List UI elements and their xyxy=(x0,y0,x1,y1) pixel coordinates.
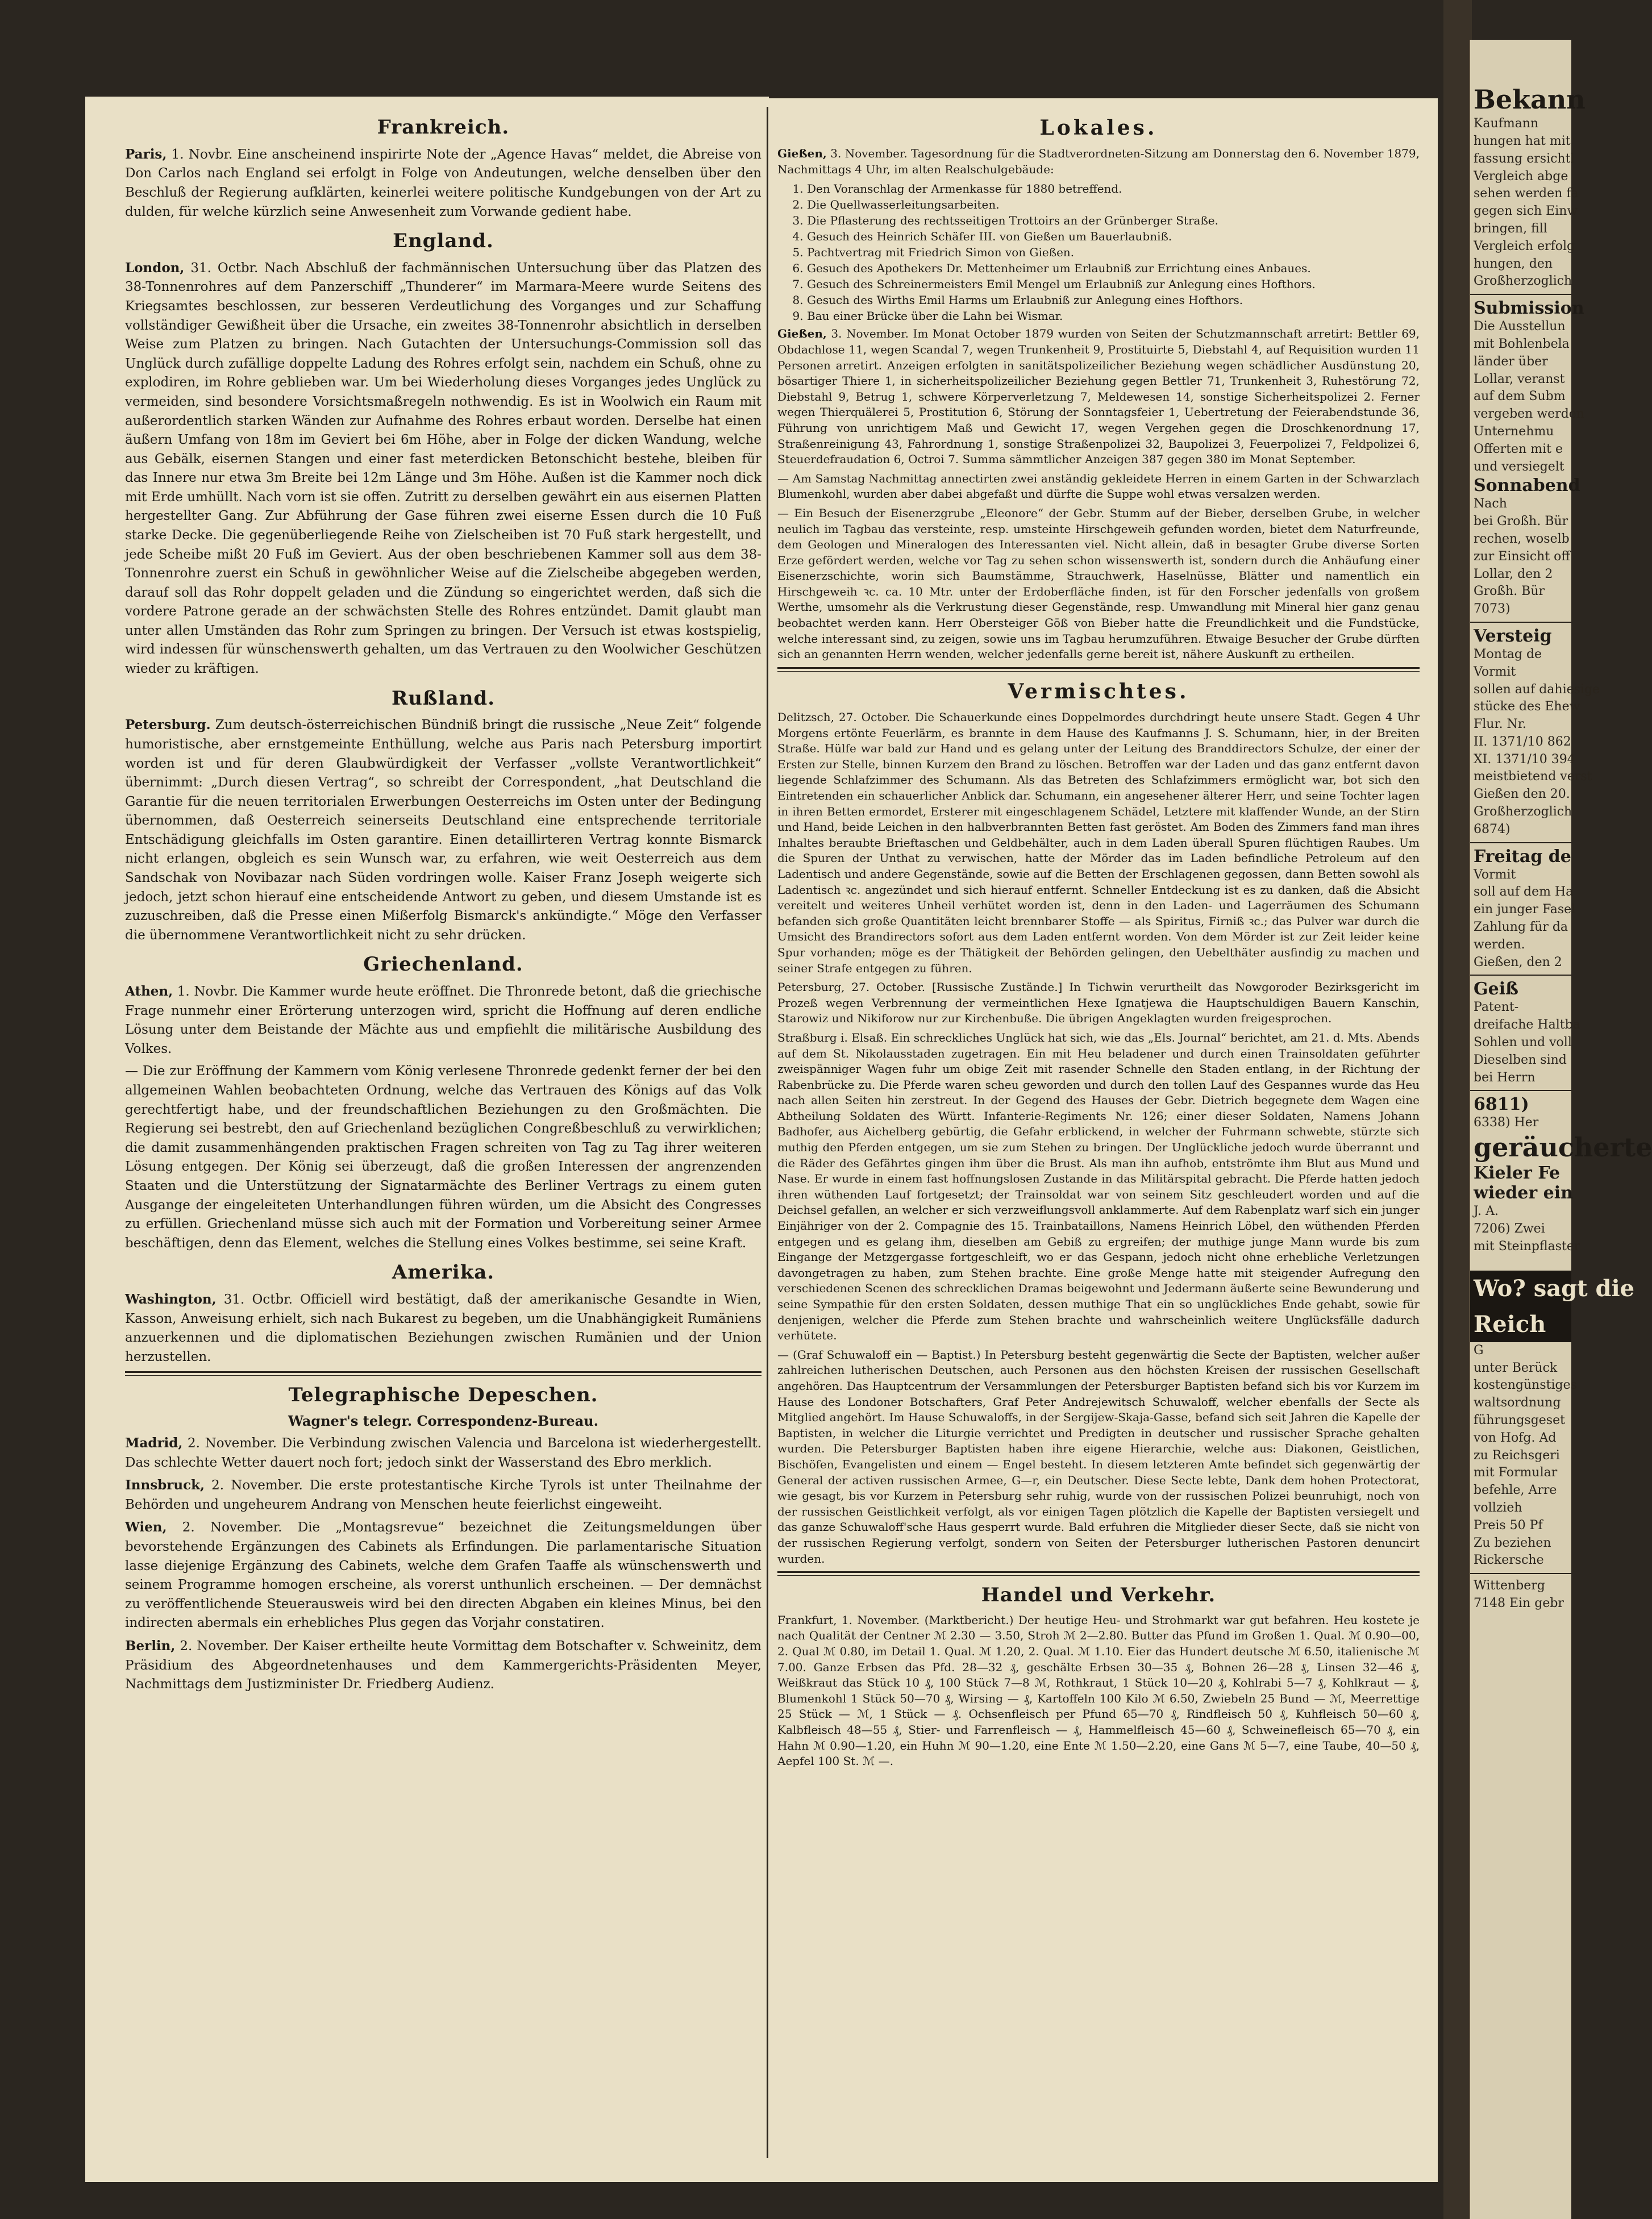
ad-heading: Freitag de xyxy=(1474,846,1571,867)
heading-russland: Rußland. xyxy=(391,686,496,710)
article-text: 31. Octbr. Officiell wird bestätigt, daß der amerikanische Gesandte in Wien, Kasson, Anweisung erhielt, sich nach Bukarest zu begeben, um die Unabhängigkeit Rumäniens anzuerkennen und die diplomatischen Beziehungen zwischen Rumänien und der Union herzustellen. xyxy=(125,1292,761,1364)
ad-text: mit Steinpflaster xyxy=(1474,1239,1580,1254)
ad-text: ein junger Fasel xyxy=(1474,902,1576,917)
ad-text: hungen hat mit xyxy=(1474,134,1571,148)
ad-text: Lollar, veranst xyxy=(1474,372,1565,386)
ad-text: Sohlen und voll xyxy=(1474,1035,1572,1050)
ad-text: Die Ausstellun xyxy=(1474,319,1566,334)
agenda-item: 5. Pachtvertrag mit Friedrich Simon von Gießen. xyxy=(807,244,1420,260)
dateline: Paris, xyxy=(125,146,167,162)
top-rule xyxy=(769,97,1438,98)
article-schuwaloff: — (Graf Schuwaloff ein — Baptist.) In Petersburg besteht gegenwärtig die Secte der Baptisten, welcher außer zahlreichen lutherischen Deutschen, auch Personen aus den höchsten Kreisen der russischen Gesellschaft angehören. Das Hauptcentrum der Versammlungen der Petersburger Baptisten befand sich bis vor Kurzem im Hause des Londoner Botschafters, Graf Peter Andrejewitsch Schuwaloff, welcher ebenfalls der Secte als Mitglied angehört. Im Hause Schuwaloffs, in der Sergijew-Skaja-Gasse, befand sich seit Jahren die Kapelle der Baptisten, in welcher die Liturgie verrichtet und Predigten in deutscher und russischer Sprache gehalten wurden. Die Petersburger Baptisten haben ihre eigene Hierarchie, welche aus: Diakonen, Geistlichen, Bischöfen, Evangelisten und einem — Engel besteht. In diesem letzteren Amte befindet sich gegenwärtig der General der activen russischen Armee, G—r, ein Deutscher. Diese Secte lebte, Dank dem hohen Protectorat, wie gesagt, bis vor Kurzem in Petersburg sehr ruhig, wurde von der russischen Polizei beunruhigt, noch von der russischen Geistlichkeit verfolgt, als vor einigen Tagen plötzlich die Kapelle der Baptisten versiegelt und das ganze Schuwaloff'sche Haus gesperrt wurde. Bald erfuhren die Mitglieder dieser Secte, daß sie nicht von der russischen Regierung verfolgt, sondern von Seiten der Petersburger lutherischen Pastoren denuncirt wurden. xyxy=(777,1347,1420,1566)
ad-text: Wittenberg xyxy=(1474,1579,1545,1593)
heading-griechenland: Griechenland. xyxy=(363,953,523,976)
ad-heading: Versteig xyxy=(1474,626,1552,646)
heading-vermischtes: Vermischtes. xyxy=(1008,679,1189,703)
agenda-item: 2. Die Quellwasserleitungsarbeiten. xyxy=(807,197,1420,213)
ad-text: stücke des Ehew xyxy=(1474,700,1580,714)
column-divider xyxy=(767,107,768,2158)
ad-heading: 6811) xyxy=(1474,1094,1529,1115)
ad-text: dreifache Haltba xyxy=(1474,1018,1580,1033)
article-petersburg-zustaende: Petersburg, 27. October. [Russische Zustände.] In Tichwin verurtheilt das Nowgoroder Bezirksgericht im Prozeß wegen Verbrennung der vermeintlichen Hexe Ignatjewa die Hauptschuldigen Bauern Kanschin, Starowiz und Nikiforow nur zur Kirchenbuße. Die übrigen Angeklagten wurden freigesprochen. xyxy=(777,980,1420,1026)
ad-text: von Hofg. Ad xyxy=(1474,1430,1557,1445)
ad-text: sehen werden fa xyxy=(1474,186,1579,201)
ad-text: kostengünstiges xyxy=(1474,1378,1577,1393)
ad-text: Kaufmann xyxy=(1474,116,1539,131)
ad-text: Lollar, den 2 xyxy=(1474,567,1553,581)
ad-text: gegen sich Einw xyxy=(1474,204,1578,219)
ad-text: Sonnabend xyxy=(1474,476,1580,496)
ad-text: Zahlung für da xyxy=(1474,920,1568,935)
ad-text: werden. xyxy=(1474,937,1525,952)
section-rule xyxy=(125,1371,761,1376)
ad-text: Patent- xyxy=(1474,1000,1519,1015)
ad-text: vollzieh xyxy=(1474,1500,1522,1515)
article-text: 3. November. Tagesordnung für die Stadtverordneten-Sitzung am Donnerstag den 6. November 1879, Nachmittags 4 Uhr, im alten Realschulgebäude: xyxy=(777,147,1420,176)
ad-text: 7148 Ein gebr xyxy=(1474,1596,1564,1610)
ad-text: waltsordnung xyxy=(1474,1396,1561,1410)
ad-text: zur Einsicht off xyxy=(1474,549,1571,564)
ad-text: Großh. Bür xyxy=(1474,584,1545,599)
ad-text: Offerten mit e xyxy=(1474,442,1563,456)
dateline: Wien, xyxy=(125,1519,167,1535)
ad-text: bei Herrn xyxy=(1474,1070,1536,1085)
subheading-bureau: Wagner's telegr. Correspondenz-Bureau. xyxy=(288,1413,598,1430)
article-athen-thronrede: — Die zur Eröffnung der Kammern vom König verlesene Thronrede gedenkt ferner der bei den allgemeinen Wahlen beobachteten Ordnung, welche das Vertrauen des Königs auf das Volk gerechtfertigt habe, und der freundschaftlichen Beziehungen zu den Großmächten. Die Regierung sei bestrebt, den auf Griechenland bezüglichen Congreßbeschluß zu verwirklichen; die damit zusammenhängenden praktischen Fragen schreiten von Tag zu Tag ihrer weiteren Lösung entgegen. Der König sei überzeugt, daß die großen Interessen der angrenzenden Staaten und die Unterstützung der Signatarmächte des Berliner Vertrags zu einem guten Ausgange der eingeleiteten Unterhandlungen führen würden, um die Absicht des Congresses zu erfüllen. Griechenland müsse sich auch mit der Formation und Vorbereitung seiner Armee beschäftigen, denn das Element, welches die Stellung eines Volkes bestimme, sei seine Kraft. xyxy=(125,1064,761,1251)
article-text: Zum deutsch-österreichischen Bündniß bringt die russische „Neue Zeit“ folgende humoristische, aber ernstgemeinte Enthüllung, welche aus Paris nach Petersburg importirt worden ist und für deren Glaubwürdigkeit der Verfasser „vollste Verantwortlichkeit“ übernimmt: „Durch diesen Vertrag“, so schreibt der Correspondent, „hat Deutschland die Garantie für die neuen territorialen Erwerbungen Oesterreichs im Osten unter der Bedingung übernommen, daß Oesterreich seinerseits Deutschland eine entsprechende territoriale Entschädigung gleichfalls im Osten garantire. Einen detaillirteren Vertrag konnte Bismarck nicht erlangen, obgleich es sein Wunsch war, zu erfahren, wie weit Oesterreich aus dem Sandschak von Novibazar nach Süden vordringen wolle. Kaiser Franz Joseph weigerte sich jedoch, jetzt schon hierauf eine entscheidende Antwort zu geben, und diesem Umstande ist es zuzuschreiben, daß die Presse einen Mißerfolg Bismarck's ankündigte.“ Möge den Verfasser die übernommene Verantwortlichkeit nicht zu sehr drücken. xyxy=(125,718,761,943)
ad-text: Nach xyxy=(1474,497,1507,511)
ad-heading: Reich xyxy=(1470,1306,1571,1342)
dateline: Innsbruck, xyxy=(125,1477,205,1493)
dispatch-innsbruck xyxy=(125,1476,761,1514)
agenda-item: 8. Gesuch des Wirths Emil Harms um Erlaubniß zur Anlegung eines Hofthors. xyxy=(807,292,1420,308)
ad-text: 6874) xyxy=(1474,822,1510,836)
ad-text: fassung ersichtl xyxy=(1474,151,1575,166)
ad-text: XI. 1371/10 394 xyxy=(1474,752,1575,767)
ad-text: zu Reichsgeri xyxy=(1474,1448,1560,1463)
article-text: 2. November. Der Kaiser ertheilte heute Vormittag dem Botschafter v. Schweinitz, dem Präsidium des Abgeordnetenhauses und dem Kammergerichts-Präsidenten Meyer, Nachmittags dem Justizminister Dr. Friedberg Audienz. xyxy=(125,1638,761,1692)
heading-lokales: Lokales. xyxy=(1039,116,1158,140)
ad-text: soll auf dem Ha xyxy=(1474,885,1574,900)
ad-text: rechen, woselb xyxy=(1474,531,1570,546)
article-giessen-tagesordnung xyxy=(777,146,1420,177)
heading-frankreich: Frankreich. xyxy=(377,116,510,139)
ad-text: bei Großh. Bür xyxy=(1474,514,1568,529)
dispatch-madrid xyxy=(125,1434,761,1472)
ad-text: und versiegelt xyxy=(1474,459,1564,474)
agenda-list xyxy=(807,181,1420,324)
dateline: Gießen, xyxy=(777,327,827,341)
ad-heading: Geiß xyxy=(1474,979,1518,1000)
ad-text: meistbietend verst xyxy=(1474,769,1592,784)
ad-text: 7073) xyxy=(1474,602,1510,617)
agenda-item: 7. Gesuch des Schreinermeisters Emil Mengel um Erlaubniß zur Anlegung eines Hofthors. xyxy=(807,276,1420,292)
ad-text: II. 1371/10 862 xyxy=(1474,734,1571,749)
ad-text: vergeben werden xyxy=(1474,407,1584,422)
ad-text: bringen, fill xyxy=(1474,221,1547,236)
ad-text: wieder ein xyxy=(1474,1183,1573,1204)
ad-text: Gießen, den 2 xyxy=(1474,955,1562,969)
ad-text: Großherzoglich xyxy=(1474,805,1572,819)
ad-text: Unternehmu xyxy=(1474,424,1554,439)
article-petersburg xyxy=(125,715,761,945)
ad-text: 7206) Zwei xyxy=(1474,1222,1545,1237)
ad-text: Vormit xyxy=(1474,867,1516,882)
ad-text: mit Bohlenbela xyxy=(1474,336,1570,351)
ad-text: Flur. Nr. xyxy=(1474,717,1526,732)
article-text: 31. Octbr. Nach Abschluß der fachmännischen Untersuchung über das Platzen des 38-Tonnenrohres auf dem Panzerschiff „Thunderer“ im Marmara-Meere wurde Seitens des Kriegsamtes beschlossen, zur besseren Verdeutlichung des Vorganges und zur Schaffung vollständiger Gewißheit über die Ursache, ein zweites 38-Tonnenrohr absichtlich in derselben Weise zum Platzen zu bringen. Nach Gutachten der Untersuchungs-Commission soll das Unglück durch zufällige doppelte Ladung des Rohres erfolgt sein, nachdem ein Schuß, ohne zu explodiren, im Rohre geblieben war. Um bei Wiederholung dieses Vorganges jedes Unglück zu vermeiden, sind besondere Vorsichtsmaßregeln nothwendig. Es ist in Woolwich ein Raum mit außerordentlich starken Wänden zur Aufnahme des Rohres erbaut worden. Derselbe hat einen äußern Umfang von 18m im Geviert bei 6m Höhe, aber in Folge der dicken Wandung, welche aus Gebälk, eisernen Stangen und einer fast meterdicken Betonschicht bestehe, bleiben für das Innere nur etwa 3m Breite bei 12m Länge und 3m Höhe. Außen ist die Kammer noch dick mit Erde umhüllt. Nach vorn ist sie offen. Zutritt zu derselben gewährt ein aus eisernen Platten hergestellter Gang. Zur Abführung der Gase führen zwei eiserne Essen durch die 10 Fuß starke Decke. Die gegenüberliegende Reihe von Zielscheiben ist 70 Fuß stark hergestellt, und jede Scheibe mißt 20 Fuß im Geviert. Aus der oben beschriebenen Kammer soll aus dem 38-Tonnenrohre zuerst ein Schuß in gewöhnlicher Weise auf die Zielscheibe abgegeben werden, darauf soll das Rohr doppelt geladen und die Zündung so eingerichtet werden, daß sich die vordere Patrone gerade an der schwächsten Stelle des Rohres entzündet. Damit glaubt man unter allen Umständen das Rohr zum Springen zu bringen. Der Versuch ist etwas kostspielig, wird indessen für wünschenswerth gehalten, um das Vertrauen zu den Woolwicher Geschützen wieder zu kräftigen. xyxy=(125,260,761,677)
adjacent-page-edge xyxy=(1469,40,1652,2219)
article-strassburg: Straßburg i. Elsaß. Ein schreckliches Unglück hat sich, wie das „Els. Journal“ berichtet, am 21. d. Mts. Abends auf dem St. Nikolausstaden zugetragen. Ein mit Heu beladener und durch einen Trainsoldaten geführter zweispänniger Wagen fuhr um obige Zeit mit rasender Schnelle den Staden entlang, in der Richtung der Rabenbrücke zu. Die Pferde waren scheu geworden und durch den tollen Lauf des Gespannes wurde das Heu nach allen Seiten hin zerstreut. In der Gegend des Hauses der Gebr. Dietrich begegnete dem Wagen eine Abtheilung Soldaten des Württ. Infanterie-Regiments Nr. 126; einer dieser Soldaten, Namens Johann Badhofer, aus Aichelberg gebürtig, die Gefahr erblickend, in welcher der Fuhrmann schwebte, stürzte sich muthig den Pferden entgegen, um sie zum Stehen zu bringen. Der Unglückliche jedoch wurde überrannt und die Räder des Gefährtes gingen ihm über die Brust. Als man ihn aufhob, entströmte ihm Blut aus Mund und Nase. Er wurde in einem fast hoffnungslosen Zustande in das Militärspital gebracht. Die Pferde hatten jedoch ihren wüthenden Lauf fortgesetzt; der Trainsoldat war von seinem Sitz geschleudert worden und auf die Deichsel gefallen, an welcher er sich verzweiflungsvoll anklammerte. Auf dem Rabenplatz warf sich ein junger Einjähriger von der 2. Compagnie des 15. Trainbataillons, Namens Heinrich Löbel, den wüthenden Pferden entgegen und es gelang ihm, dieselben am Gebiß zu ergreifen; der muthige junge Mann wurde bis zum Eingange der Metzgergasse fortgeschleift, wo er das Gespann, jedoch nicht ohne erhebliche Verletzungen davongetragen zu haben, zum Stehen brachte. Eine große Menge hatte mit steigender Aufregung den verschiedenen Scenen des schrecklichen Dramas beigewohnt und Jedermann äußerte seine Bewunderung und seine Sympathie für den ersten Soldaten, dessen muthige That ein so unglückliches Ende gehabt, sowie für denjenigen, welcher die Pferde zum Stehen brachte und wahrscheinlich weitere Unglücksfälle dadurch verhütete. xyxy=(777,1030,1420,1343)
ad-heading: Bekann xyxy=(1474,84,1586,115)
dateline: Berlin, xyxy=(125,1638,176,1654)
heading-england: England. xyxy=(393,230,494,253)
dateline: Madrid, xyxy=(125,1435,183,1451)
ad-text: auf dem Subm xyxy=(1474,389,1566,404)
agenda-item: 6. Gesuch des Apothekers Dr. Mettenheimer um Erlaubniß zur Errichtung eines Anbaues. xyxy=(807,260,1420,276)
article-delitzsch: Delitzsch, 27. October. Die Schauerkunde eines Doppelmordes durchdringt heute unsere Stadt. Gegen 4 Uhr Morgens ertönte Feuerlärm, es brannte in dem Hause des Kaufmanns J. S. Schumann, hier, in der Breiten Straße. Hülfe war bald zur Hand und es gelang unter der Leitung des Branddirectors Schulze, der einer der Ersten zur Stelle, binnen Kurzem den Brand zu löschen. Betroffen war der Laden und das ganz entfernt davon liegende Schlafzimmer des Schumann. Als das Betreten des Schlafzimmers ermöglicht war, bot sich den Eintretenden ein schauerlicher Anblick dar. Schumann, ein angesehener älterer Herr, und seine Tochter lagen in ihren Betten ermordet, Ersterer mit eingeschlagenem Schädel, Letztere mit klaffender Wunde, an der Stirn und Hand, beide Leichen in den halbverbrannten Betten fast geröstet. Am Boden des Zimmers fand man ihres Inhaltes beraubte Brieftaschen und Geldbehälter, auch in dem Laden überall Spuren flüchtigen Raubes. Um die Spuren der Unthat zu verwischen, hatte der Mörder das im Laden befindliche Petroleum auf den Ladentisch und andere Gegenstände, sowie auf die Betten der Erschlagenen gegossen, dann Betten sowohl als Ladentisch ꝛc. angezündet und sich hierauf entfernt. Schneller Entdeckung ist es zu danken, daß die Absicht vereitelt und weiteres Unheil verhütet worden ist, denn in den Laden- und Lagerräumen des Schumann befanden sich große Quantitäten leicht brennbarer Stoffe — als Spiritus, Firniß ꝛc.; das Pulver war durch die Umsicht des Brandirectors sofort aus dem Laden entfernt worden. Von dem Mörder ist zur Zeit leider keine Spur vorhanden; möge es der Thätigkeit der Behörden gelingen, den Uebelthäter ausfindig zu machen und seiner Strafe entgegen zu führen. xyxy=(777,710,1420,975)
ad-text: Rickersche xyxy=(1474,1553,1544,1568)
ad-text: sollen auf dahiesige xyxy=(1474,682,1600,697)
dateline: Gießen, xyxy=(777,147,827,161)
ad-text: unter Berück xyxy=(1474,1360,1558,1375)
article-giessen-polizei xyxy=(777,326,1420,467)
article-text: 2. November. Die „Montagsrevue“ bezeichnet die Zeitungsmeldungen über bevorstehende Ergänzungen des Cabinets als Erfindungen. Die parlamentarische Situation lasse diejenige Ergänzung des Cabinets, welche dem Grafen Taaffe als wünschenswerth und seinem Programme homogen erscheine, als vorerst unthunlich erscheinen. — Der demnächst zu veröffentlichende Steuerausweis wird bei den directen Abgaben ein kleines Minus, bei den indirecten abermals ein erhebliches Plus gegen das Vorjahr constatiren. xyxy=(125,1520,761,1631)
dispatch-wien xyxy=(125,1518,761,1633)
article-text: 2. November. Die erste protestantische Kirche Tyrols ist unter Theilnahme der Behörden und ungeheurem Andrang von Menschen heute feierlichst eingeweiht. xyxy=(125,1478,761,1512)
agenda-item: 9. Bau einer Brücke über die Lahn bei Wismar. xyxy=(807,308,1420,324)
ad-text: Vergleich abge xyxy=(1474,169,1568,184)
dateline: Athen, xyxy=(125,984,173,1000)
ad-heading: Wo? sagt die xyxy=(1470,1271,1571,1306)
ad-text: Montag de xyxy=(1474,647,1542,661)
heading-amerika: Amerika. xyxy=(392,1261,495,1284)
article-paris xyxy=(125,145,761,222)
ad-text: 6338) Her xyxy=(1474,1115,1539,1130)
ad-heading: Submission xyxy=(1474,298,1584,319)
agenda-item: 1. Den Voranschlag der Armenkasse für 1880 betreffend. xyxy=(807,181,1420,197)
agenda-item: 4. Gesuch des Heinrich Schäfer III. von Gießen um Bauerlaubniß. xyxy=(807,228,1420,244)
ad-text: Großherzoglich xyxy=(1474,274,1572,289)
ad-text: Vormit xyxy=(1474,664,1516,679)
right-column xyxy=(777,108,1420,2154)
ad-heading: geräucherte xyxy=(1474,1132,1652,1163)
article-eisenerzgrube: — Ein Besuch der Eisenerzgrube „Eleonore“ der Gebr. Stumm auf der Bieber, derselben Grube, in welcher neulich im Tagbau das versteinte, resp. umsteinte Hirschgeweih gefunden worden, bietet dem Naturfreunde, dem Geologen und Mineralogen des Interessanten viel. Nicht allein, daß in besagter Grube diverse Sorten Erze gefördert werden, welche vor Tag zu sehen schon wissenswerth ist, sondern durch die Anhäufung einer Eisenerzschichte, worin sich Baumstämme, Strauchwerk, Haselnüsse, Blätter und namentlich ein Hirschgeweih ꝛc. ca. 10 Mtr. unter der Erdoberfläche finden, ist für den Forscher jedenfalls von großem Werthe, umsomehr als die Verkrustung dieser Gegenstände, resp. Umwandlung mit Mineral hier ganz genau beobachtet werden kann. Herr Obersteiger Gōß von Bieber hatte die Freundlichkeit und die Fundstücke, welche interessant sind, zu zeigen, sowie uns im Tagbau herumzuführen. Etwaige Besucher der Grube dürften sich an genannten Herrn wenden, welcher jedenfalls gerne bereit ist, nähere Auskunft zu ertheilen. xyxy=(777,506,1420,661)
section-rule xyxy=(777,667,1420,672)
heading-handel-verkehr: Handel und Verkehr. xyxy=(981,1584,1216,1607)
article-samstag: — Am Samstag Nachmittag annectirten zwei anständig gekleidete Herren in einem Garten in der Schwarzlach Blumenkohl, wurden aber dabei abgefaßt und dürfte die Suppe wohl etwas versalzen werden. xyxy=(777,471,1420,501)
newspaper-page xyxy=(85,97,1438,2182)
article-athen xyxy=(125,982,761,1059)
dateline: Petersburg. xyxy=(125,717,211,733)
ad-text: Kieler Fe xyxy=(1474,1163,1561,1184)
dateline: Washington, xyxy=(125,1292,217,1308)
ad-text: Preis 50 Pf xyxy=(1474,1518,1543,1533)
ad-text: Vergleich erfolg xyxy=(1474,239,1575,253)
article-text: 2. November. Die Verbindung zwischen Valencia und Barcelona ist wiederhergestellt. Das schlechte Wetter dauert noch fort; jedoch sinkt der Wasserstand des Ebro merklich. xyxy=(125,1436,761,1470)
article-washington xyxy=(125,1290,761,1367)
article-text: 1. Novbr. Eine anscheinend inspirirte Note der „Agence Havas“ meldet, die Abreise von Don Carlos nach England sei erfolgt in Folge von Andeutungen, welche denselben über den Beschluß der Regierung aufklärten, keinerlei weitere politische Kundgebungen von der Art zu dulden, für welche kürzlich seine Anwesenheit zum Vorwande gedient habe. xyxy=(125,147,761,219)
heading-telegraphische-depeschen: Telegraphische Depeschen. xyxy=(288,1384,598,1407)
left-column xyxy=(125,108,761,2154)
ad-text: länder über xyxy=(1474,354,1548,369)
ad-text: mit Formular xyxy=(1474,1466,1558,1480)
ad-text: G xyxy=(1474,1343,1484,1358)
ad-text: J. A. xyxy=(1474,1204,1499,1219)
section-rule xyxy=(777,1571,1420,1576)
article-frankfurt-markt: Frankfurt, 1. November. (Marktbericht.) Der heutige Heu- und Strohmarkt war gut befahren. Heu kostete je nach Qualität der Centner ℳ 2.30 — 3.50, Stroh ℳ 2—2.80. Butter das Pfund im Großen 1. Qual. ℳ 0.90—00, 2. Qual ℳ 0.80, im Detail 1. Qual. ℳ 1.20, 2. Qual. ℳ 1.10. Eier das Hundert deutsche ℳ 6.50, italienische ℳ 7.00. Ganze Erbsen das Pfd. 28—32 ₰, geschälte Erbsen 30—35 ₰, Bohnen 26—28 ₰, Linsen 32—46 ₰, Weißkraut das Stück 10 ₰, 100 Stück 7—8 ℳ, Rothkraut, 1 Stück 10—20 ₰, Kohlrabi 5—7 ₰, Kohlkraut — ₰, Blumenkohl 1 Stück 50—70 ₰, Wirsing — ₰, Kartoffeln 100 Kilo ℳ 6.50, Zwiebeln 25 Bund — ℳ, Meerrettige 25 Stück — ℳ, 1 Stück — ₰. Ochsenfleisch per Pfund 65—70 ₰, Rindfleisch 50 ₰, Kuhfleisch 50—60 ₰, Kalbfleisch 48—55 ₰, Stier- und Farrenfleisch — ₰, Hammelfleisch 45—60 ₰, Schweinefleisch 65—70 ₰, ein Hahn ℳ 0.90—1.20, ein Huhn ℳ 90—1.20, eine Ente ℳ 1.50—2.20, eine Gans ℳ 5—7, eine Taube, 40—50 ₰, Aepfel 100 St. ℳ —. xyxy=(777,1613,1420,1768)
ad-text: hungen, den xyxy=(1474,256,1553,271)
ad-text: Gießen den 20. xyxy=(1474,787,1570,802)
article-text: 1. Novbr. Die Kammer wurde heute eröffnet. Die Thronrede betont, daß die griechische Frage nunmehr einer Erörterung unterzogen wird, spricht die Hoffnung auf deren endliche Lösung unter dem Beistande der Mächte aus und empfiehlt die militärische Ausbildung des Volkes. xyxy=(125,984,761,1056)
article-london xyxy=(125,259,761,679)
agenda-item: 3. Die Pflasterung des rechtsseitigen Trottoirs an der Grünberger Straße. xyxy=(807,213,1420,228)
dateline: London, xyxy=(125,260,185,276)
article-text: 3. November. Im Monat October 1879 wurden von Seiten der Schutzmannschaft arretirt: Bettler 69, Obdachlose 11, wegen Scandal 7, wegen Trunkenheit 9, Prostituirte 5, Diebstahl 4, auf Requisition wurden 11 Personen arretirt. Anzeigen erfolgten in sanitätspolizeilicher Beziehung wegen schädlicher Ausdünstung 20, bösartiger Thiere 1, in sicherheitspolizeilicher Beziehung gegen Bettler 71, Trunkenheit 3, Ruhestörung 72, Diebstahl 9, Betrug 1, schwere Körperverletzung 7, Meldewesen 14, sonstige Sicherheitspolizei 2. Ferner wegen Thierquälerei 5, Prostitution 6, Störung der Sonntagsfeier 1, Uebertretung der Feierabendstunde 36, Führung von unrichtigem Maß und Gewicht 17, wegen Vergehen gegen die Droschkenordnung 17, Straßenreinigung 43, Fahrordnung 1, sonstige Straßenpolizei 32, Baupolizei 3, Feuerpolizei 7, Feldpolizei 6, Steuerdefraudation 6, Octroi 7. Summa sämmtlicher Anzeigen 387 gegen 380 im Monat September. xyxy=(777,327,1420,467)
dispatch-berlin xyxy=(125,1637,761,1695)
ad-text: führungsgeset xyxy=(1474,1413,1565,1427)
ad-text: Dieselben sind xyxy=(1474,1052,1567,1067)
ad-text: Zu beziehen xyxy=(1474,1535,1551,1550)
ad-text: befehle, Arre xyxy=(1474,1483,1557,1498)
